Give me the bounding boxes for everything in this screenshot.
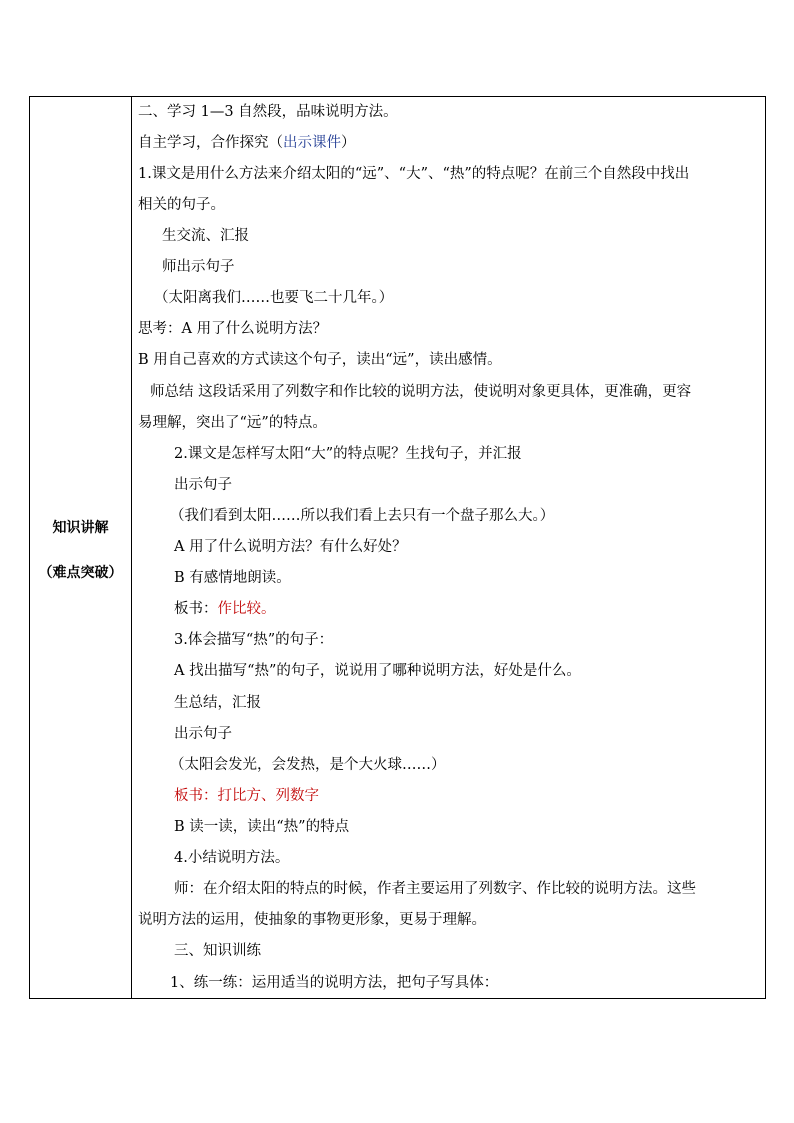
quoted-sentence: （我们看到太阳……所以我们看上去只有一个盘子那么大。） (170, 508, 555, 524)
text-line: A 找出描写“热”的句子，说说用了哪种说明方法，好处是什么。 (174, 663, 581, 679)
show-courseware-link: 出示课件 (283, 135, 341, 151)
text-line: 出示句子 (174, 726, 232, 742)
quoted-sentence: （太阳会发光，会发热，是个大火球……） (170, 757, 446, 773)
section-title: 知识讲解 (52, 520, 109, 536)
heading-part-two: 二、学习 1—3 自然段，品味说明方法。 (138, 104, 398, 120)
text-line: B 读一读，读出“热”的特点 (174, 819, 350, 835)
teacher-conclusion-line-1: 师：在介绍太阳的特点的时候，作者主要运用了列数字、作比较的说明方法。这些 (174, 881, 696, 897)
teacher-conclusion-line-2: 说明方法的运用，使抽象的事物更形象，更易于理解。 (138, 912, 486, 928)
heading-part-three: 三、知识训练 (174, 943, 261, 959)
blackboard-term: 作比较。 (217, 601, 276, 617)
section-label-cell (30, 97, 131, 998)
text-line: 出示句子 (174, 477, 232, 493)
question-3: 3.体会描写“热”的句子： (174, 632, 334, 648)
question-1-line-1: 1.课文是用什么方法来介绍太阳的“远”、“大”、“热”的特点呢？在前三个自然段中找出 (138, 166, 690, 182)
blackboard-note: 板书：作比较。 (174, 601, 276, 617)
study-instruction: 自主学习，合作探究（出示课件） (138, 135, 356, 151)
teacher-summary-line-2: 易理解，突出了“远”的特点。 (138, 415, 327, 431)
text-line: 思考：A 用了什么说明方法？ (138, 321, 328, 337)
text-line: A 用了什么说明方法？有什么好处？ (174, 539, 407, 555)
blackboard-note-red: 板书：打比方、列数字 (174, 788, 319, 804)
text-line: B 有感情地朗读。 (174, 570, 291, 586)
question-1-line-2: 相关的句子。 (138, 197, 225, 213)
section-subtitle: （难点突破） (38, 565, 123, 581)
lesson-table (29, 96, 766, 999)
lesson-content-cell (132, 97, 765, 998)
text-line: 师出示句子 (162, 259, 235, 275)
text-line: 生总结，汇报 (174, 695, 261, 711)
text-line: B 用自己喜欢的方式读这个句子，读出“远”，读出感情。 (138, 352, 502, 368)
quoted-sentence: （太阳离我们……也要飞二十几年。） (154, 290, 394, 306)
question-2: 2.课文是怎样写太阳“大”的特点呢？生找句子，并汇报 (174, 446, 522, 462)
text-line: 生交流、汇报 (162, 228, 249, 244)
exercise-1: 1、练一练：运用适当的说明方法，把句子写具体： (170, 975, 499, 991)
summary-heading: 4.小结说明方法。 (174, 850, 290, 866)
teacher-summary-line-1: 师总结 这段话采用了列数字和作比较的说明方法，使说明对象更具体，更准确，更容 (150, 384, 692, 400)
